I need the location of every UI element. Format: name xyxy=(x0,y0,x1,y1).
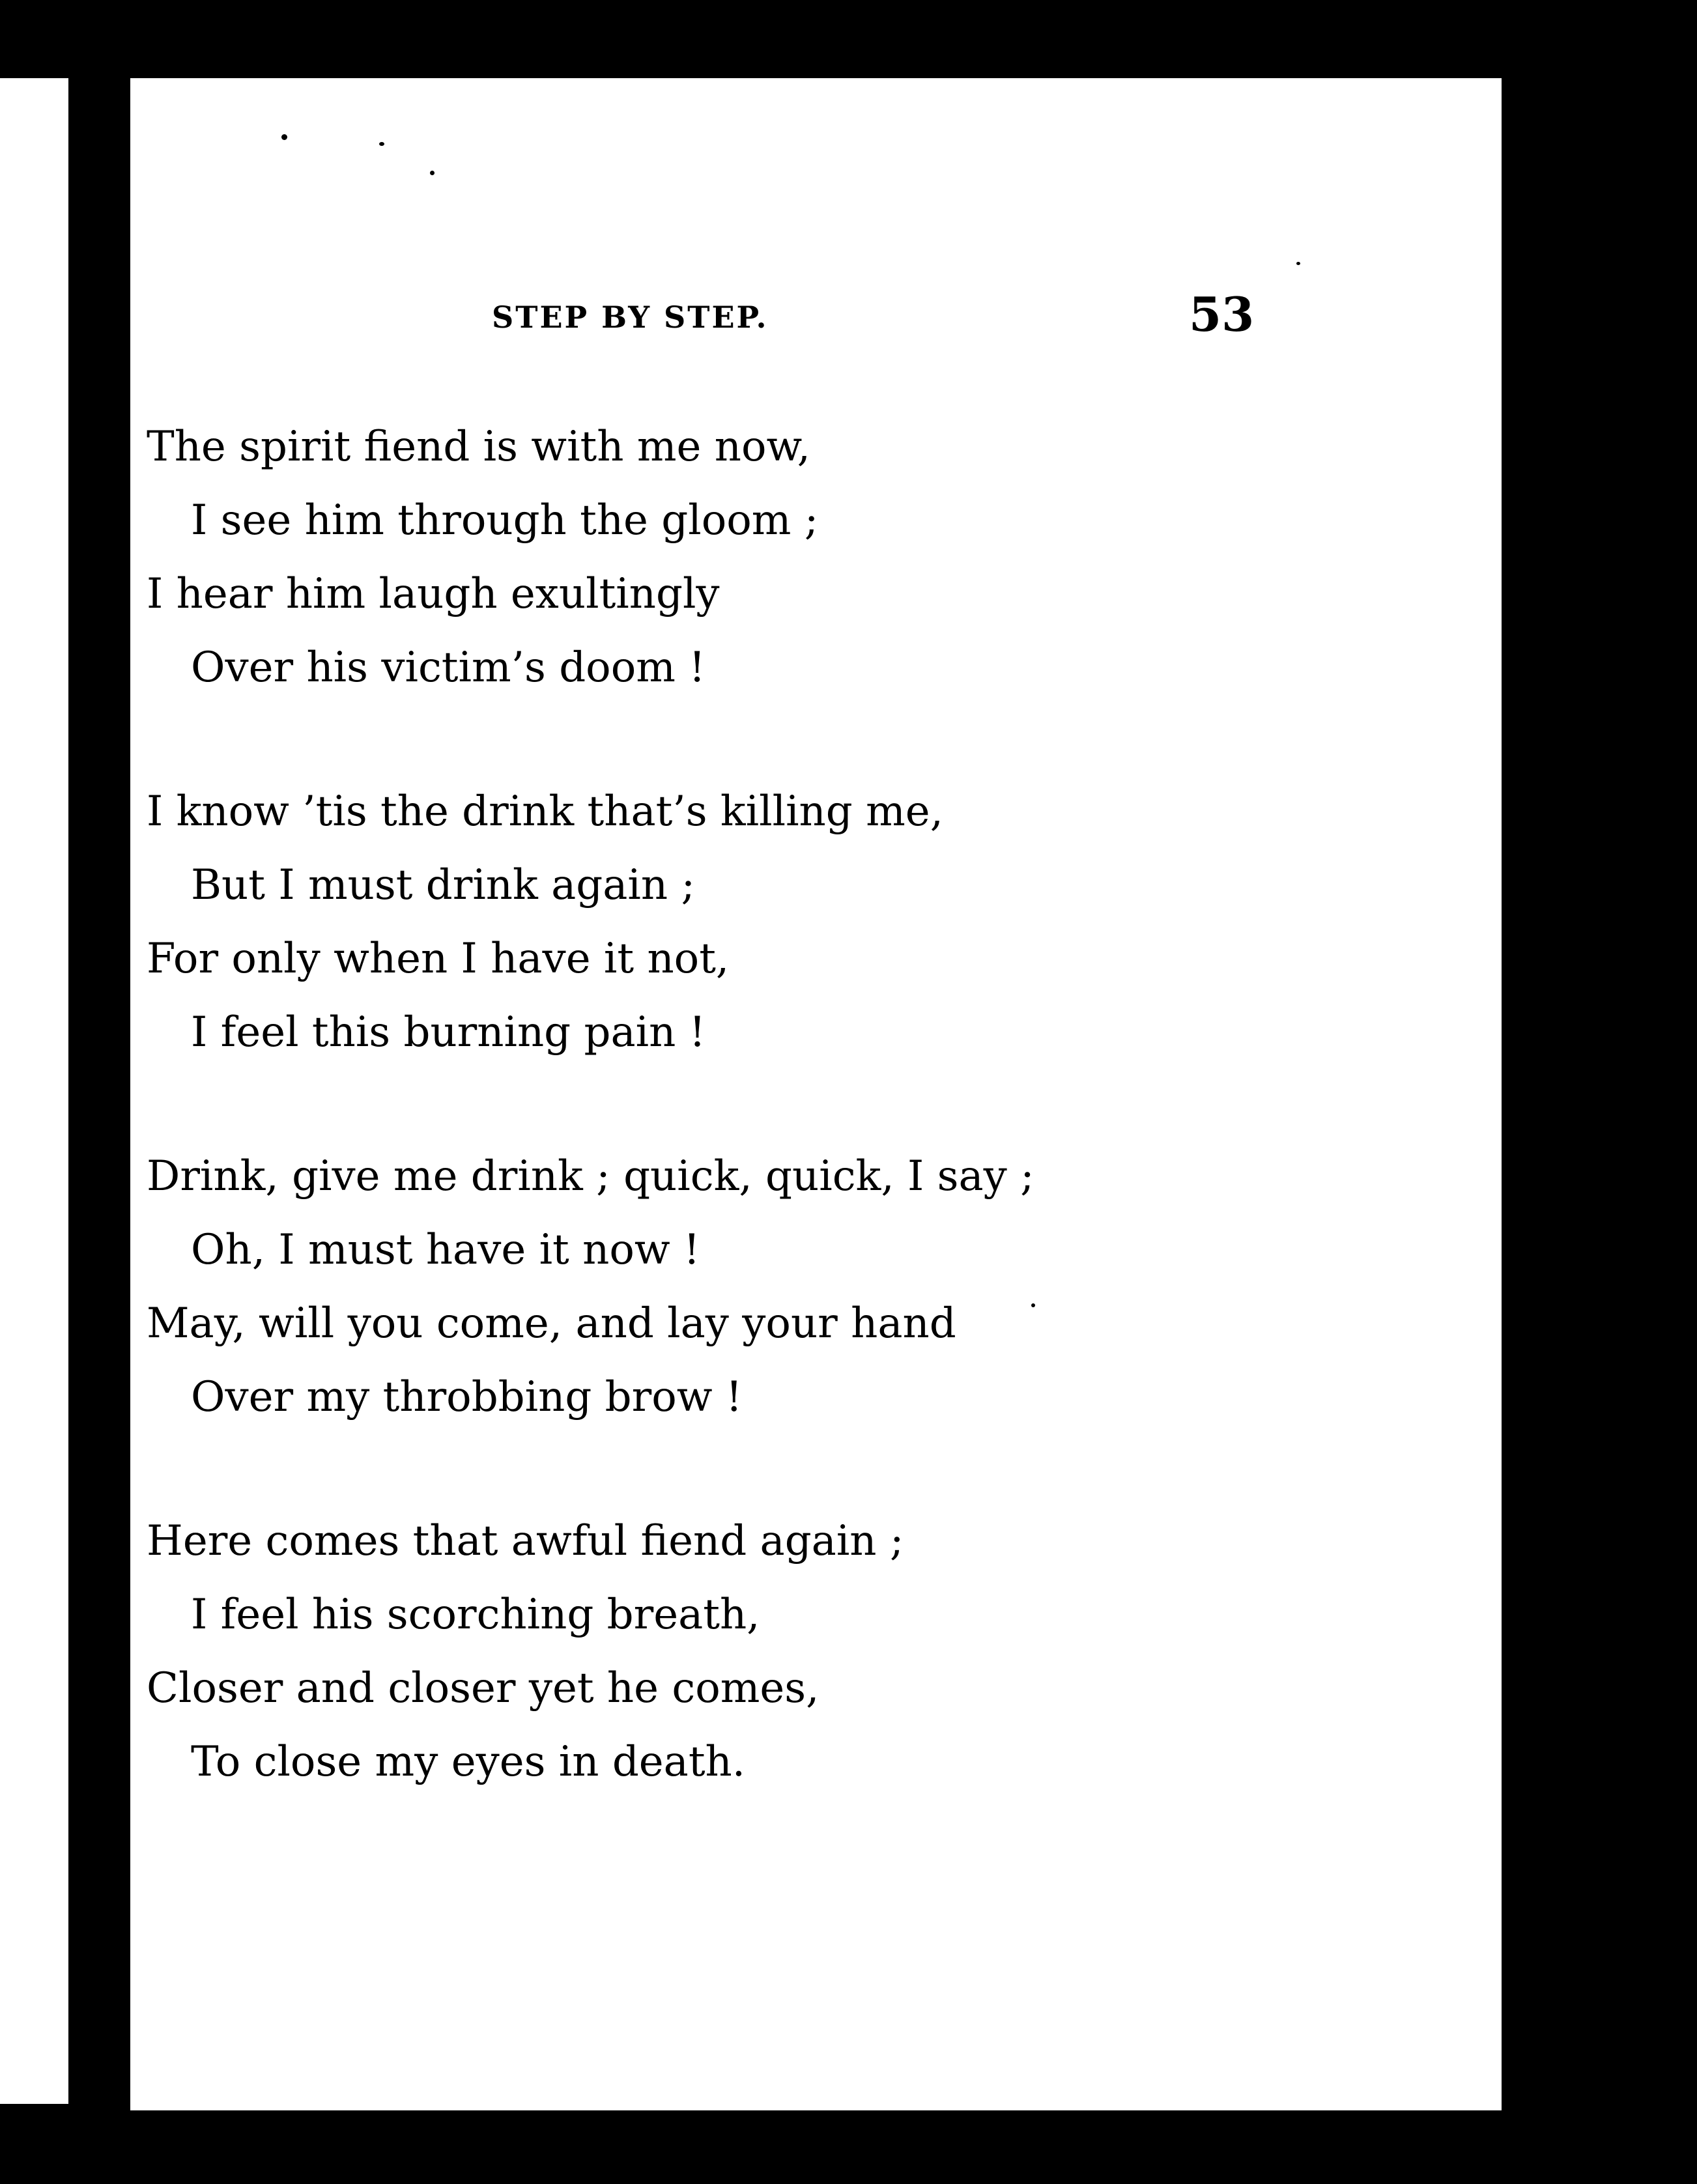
stanza xyxy=(147,1505,1254,1799)
poem-line: Over my throbbing brow ! xyxy=(191,1373,743,1421)
ink-speck xyxy=(1296,262,1300,265)
page-header xyxy=(130,287,1264,345)
page-edge-strip xyxy=(0,78,68,2104)
ink-speck xyxy=(281,134,287,140)
poem-line: But I must drink again ; xyxy=(191,861,695,909)
poem-line: For only when I have it not, xyxy=(147,935,730,983)
ink-speck xyxy=(379,142,384,146)
poem-line: May, will you come, and lay your hand xyxy=(147,1299,956,1348)
poem-line: The spirit fiend is with me now, xyxy=(147,423,810,471)
stanza xyxy=(147,410,1254,705)
poem-line: Drink, give me drink ; quick, quick, I say ; xyxy=(147,1152,1034,1200)
poem-line: Over his victim’s doom ! xyxy=(191,644,706,692)
stanza xyxy=(147,1140,1254,1434)
poem xyxy=(147,410,1254,1869)
poem-line: I feel his scorching breath, xyxy=(191,1591,760,1639)
stanza xyxy=(147,775,1254,1070)
poem-line: I hear him laugh exultingly xyxy=(147,570,720,618)
poem-line: Oh, I must have it now ! xyxy=(191,1226,700,1274)
ink-speck xyxy=(430,171,435,175)
running-title: STEP BY STEP. xyxy=(492,300,769,335)
page-number: 53 xyxy=(1189,287,1255,342)
poem-line: I see him through the gloom ; xyxy=(191,496,819,545)
poem-line: Closer and closer yet he comes, xyxy=(147,1664,820,1712)
poem-line: I feel this burning pain ! xyxy=(191,1008,706,1057)
poem-line: To close my eyes in death. xyxy=(191,1738,746,1786)
poem-line: Here comes that awful fiend again ; xyxy=(147,1517,904,1565)
poem-line: I know ’tis the drink that’s killing me, xyxy=(147,787,943,836)
